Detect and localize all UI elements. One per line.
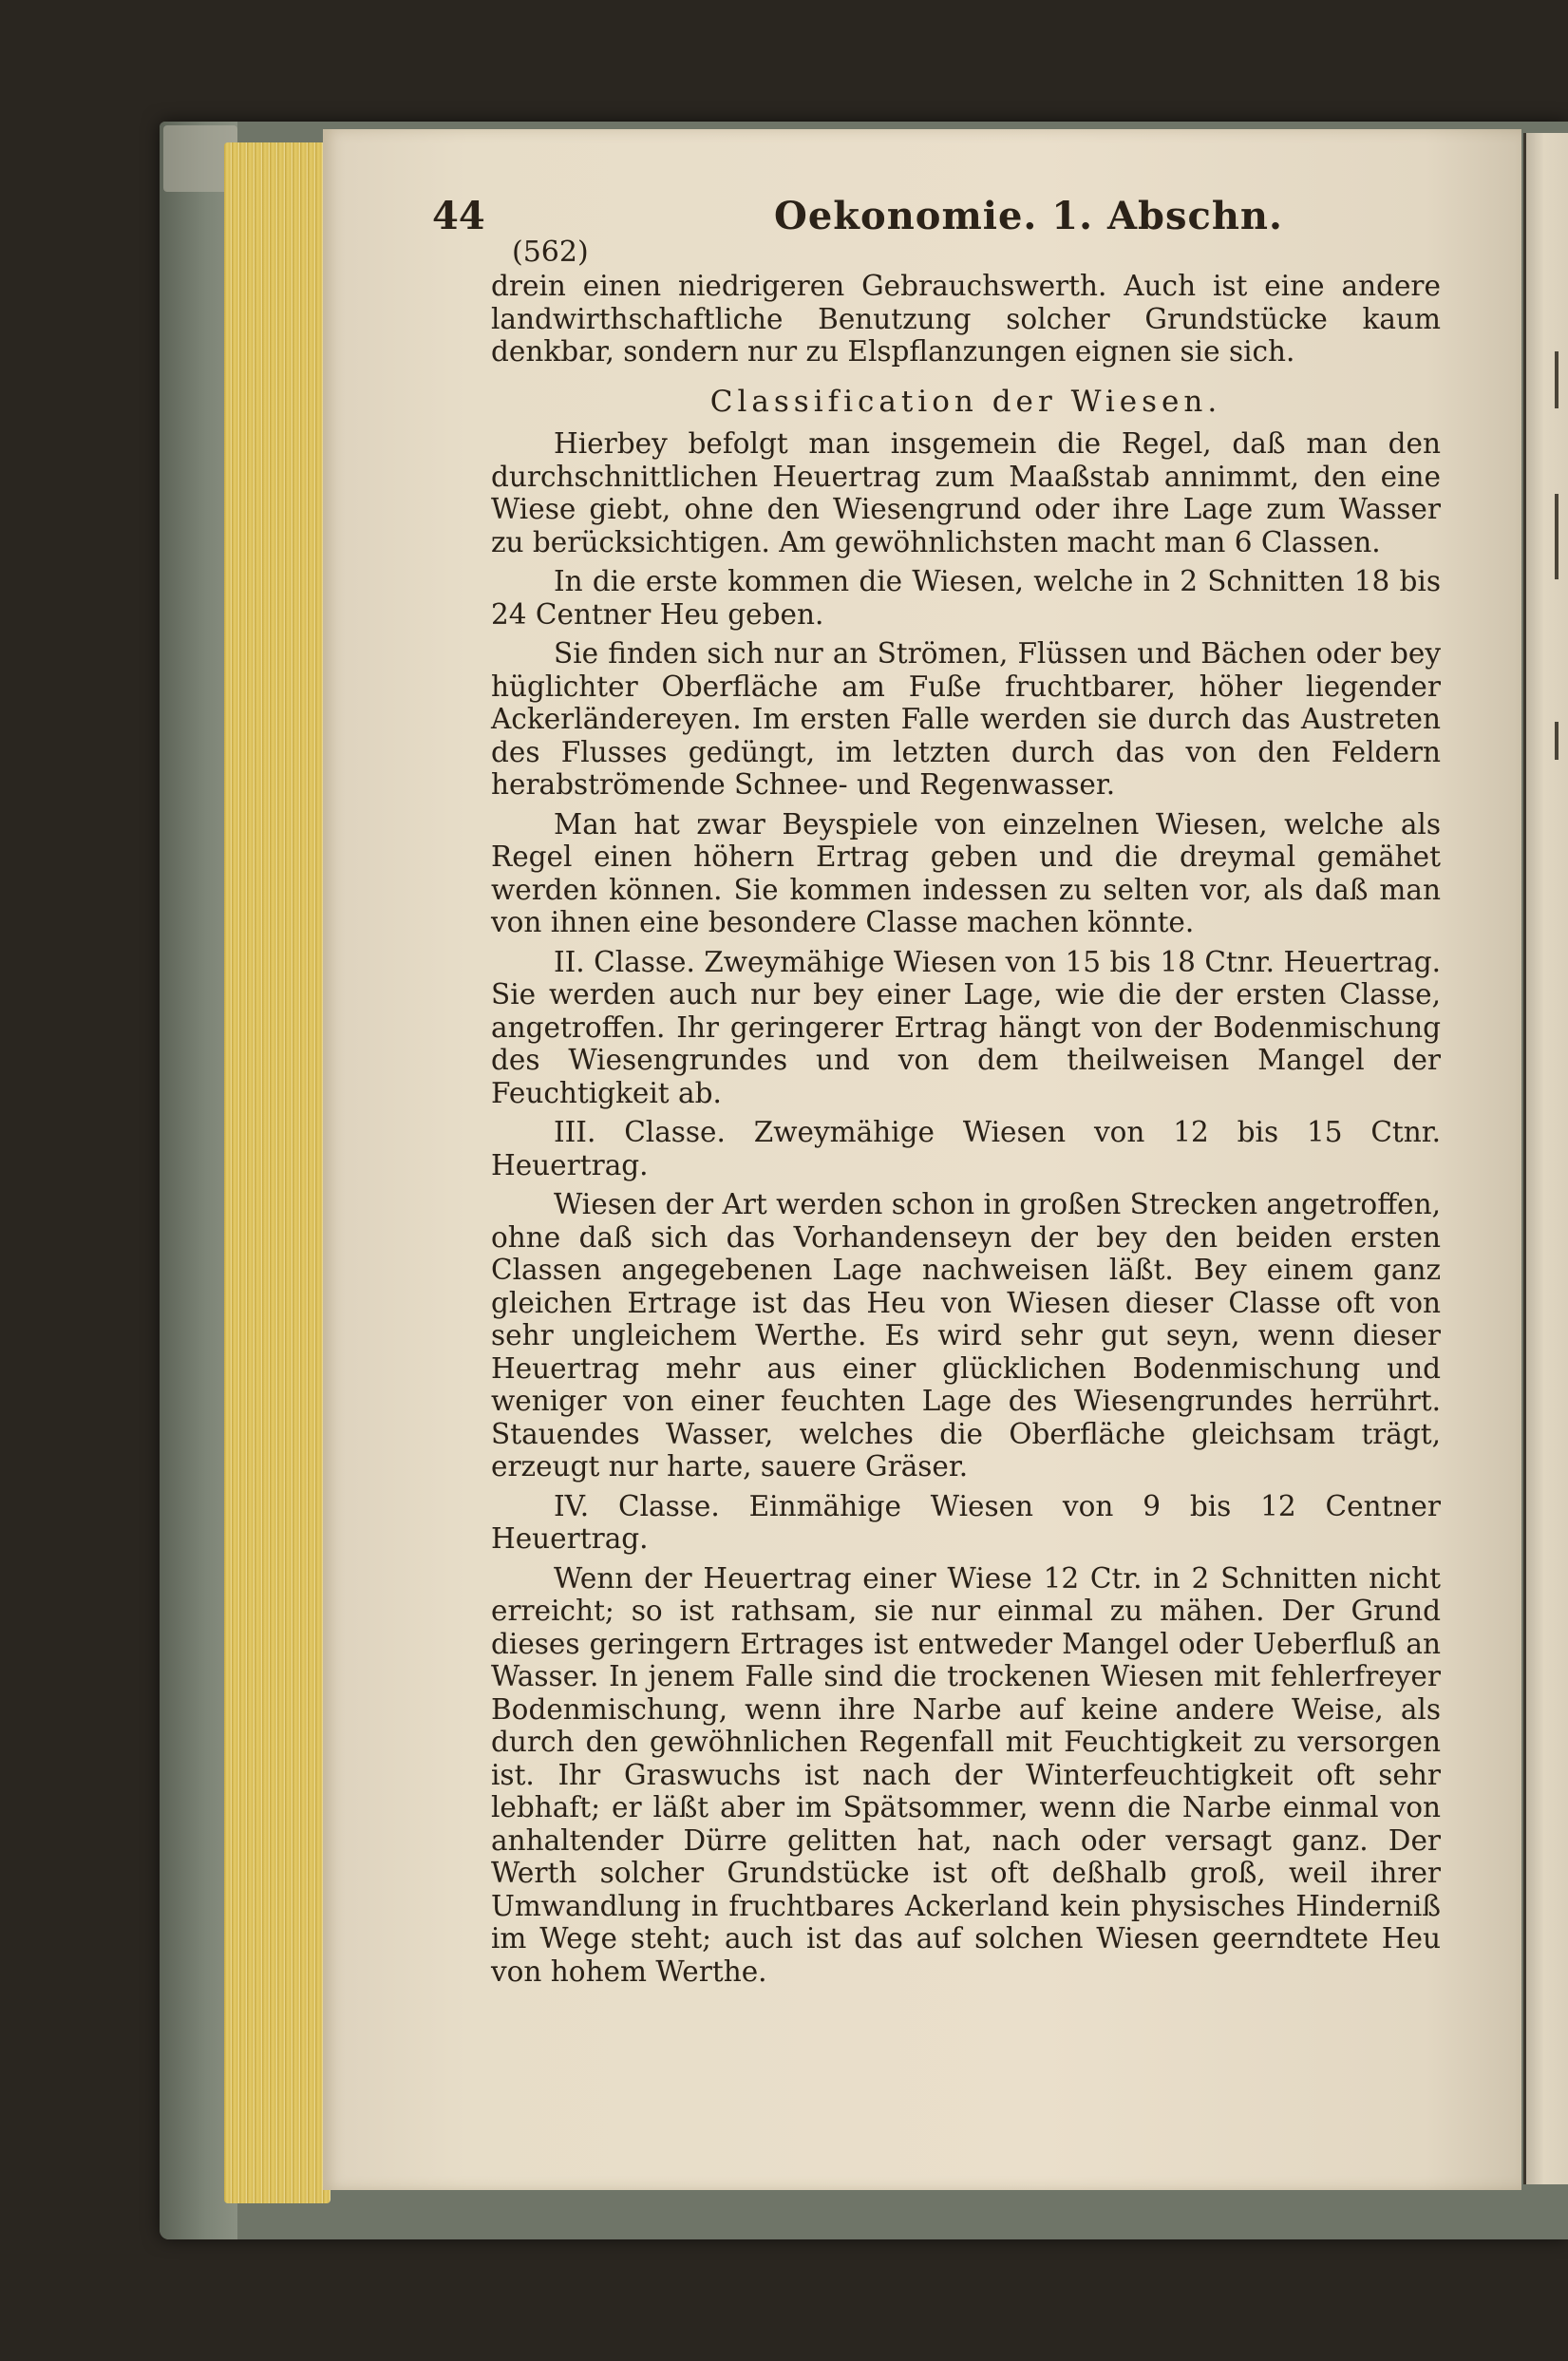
page-number: 44 bbox=[432, 194, 485, 238]
running-head: Oekonomie. 1. Abschn. bbox=[774, 194, 1283, 238]
page-body bbox=[491, 236, 1441, 1994]
section-heading: Classification der Wiesen. bbox=[709, 384, 1222, 419]
paragraph: IV. Classe. Einmähige Wiesen von 9 bis 12 Centner Heuertrag. bbox=[491, 1489, 1441, 1555]
paragraph: drein einen niedrigeren Gebrauchswerth. Auch ist eine andere landwirthschaftliche Benutzung solcher Grundstücke kaum denkbar, sondern nur zu Elspflanzungen eignen sie sich. bbox=[491, 270, 1441, 368]
paragraph: II. Classe. Zweymähige Wiesen von 15 bis 18 Ctnr. Heuertrag. Sie werden auch nur bey einer Lage, wie die der ersten Classe, angetroffen. Ihr geringerer Ertrag hängt von der Bodenmischung des Wiesengrundes und von dem theilweisen Mangel der Feuchtigkeit ab. bbox=[491, 945, 1441, 1109]
paragraph: Man hat zwar Beyspiele von einzelnen Wiesen, welche als Regel einen höhern Ertrag geben und die dreymal gemähet werden können. Sie kommen indessen zu selten vor, als daß man von ihnen eine besondere Classe machen könnte. bbox=[491, 807, 1441, 938]
paragraph: Wiesen der Art werden schon in großen Strecken angetroffen, ohne daß sich das Vorhandenseyn der bey den beiden ersten Classen angegebenen Lage nachweisen läßt. Bey einem ganz gleichen Ertrage ist das Heu von Wiesen dieser Classe oft von sehr ungleichem Werthe. Es wird sehr gut seyn, wenn dieser Heuertrag mehr aus einer glücklichen Bodenmischung und weniger von einer feuchten Lage des Wiesengrundes herrührt. Stauendes Wasser, welches die Oberfläche gleichsam trägt, erzeugt nur harte, sauere Gräser. bbox=[491, 1188, 1441, 1483]
section-marker: (562) bbox=[512, 236, 589, 269]
facing-page-mark bbox=[1555, 351, 1559, 408]
facing-page-mark bbox=[1555, 494, 1559, 579]
facing-page-mark bbox=[1555, 722, 1559, 760]
gilt-page-edges bbox=[224, 142, 331, 2203]
paragraph: Hierbey befolgt man insgemein die Regel, daß man den durchschnittlichen Heuertrag zum Maaßstab annimmt, den eine Wiese giebt, ohne den Wiesengrund oder ihre Lage zum Wasser zu berücksichtigen. Am gewöhnlichsten macht man 6 Classen. bbox=[491, 427, 1441, 558]
paragraph: Wenn der Heuertrag einer Wiese 12 Ctr. in 2 Schnitten nicht erreicht; so ist rathsam, sie nur einmal zu mähen. Der Grund dieses geringern Ertrages ist entweder Mangel oder Ueberfluß an Wasser. In jenem Falle sind die trockenen Wiesen mit fehlerfreyer Bodenmischung, wenn ihre Narbe auf keine andere Weise, als durch den gewöhnlichen Regenfall mit Feuchtigkeit zu versorgen ist. Ihr Graswuchs ist nach der Winterfeuchtigkeit oft sehr lebhaft; er läßt aber im Spätsommer, wenn die Narbe einmal von anhaltender Dürre gelitten hat, nach oder versagt ganz. Der Werth solcher Grundstücke ist oft deßhalb groß, weil ihrer Umwandlung in fruchtbares Ackerland kein physisches Hinderniß im Wege steht; auch ist das auf solchen Wiesen geerndtete Heu von hohem Werthe. bbox=[491, 1561, 1441, 1988]
paragraph: III. Classe. Zweymähige Wiesen von 12 bis 15 Ctnr. Heuertrag. bbox=[491, 1116, 1441, 1181]
paragraph: Sie finden sich nur an Strömen, Flüssen und Bächen oder bey hüglichter Oberfläche am Fuße fruchtbarer, höher liegender Ackerländereyen. Im ersten Falle werden sie durch das Austreten des Flusses gedüngt, im letzten durch das von den Feldern herabströmende Schnee- und Regenwasser. bbox=[491, 637, 1441, 801]
facing-page-edge bbox=[1523, 133, 1568, 2184]
paragraph: In die erste kommen die Wiesen, welche in 2 Schnitten 18 bis 24 Centner Heu geben. bbox=[491, 565, 1441, 631]
